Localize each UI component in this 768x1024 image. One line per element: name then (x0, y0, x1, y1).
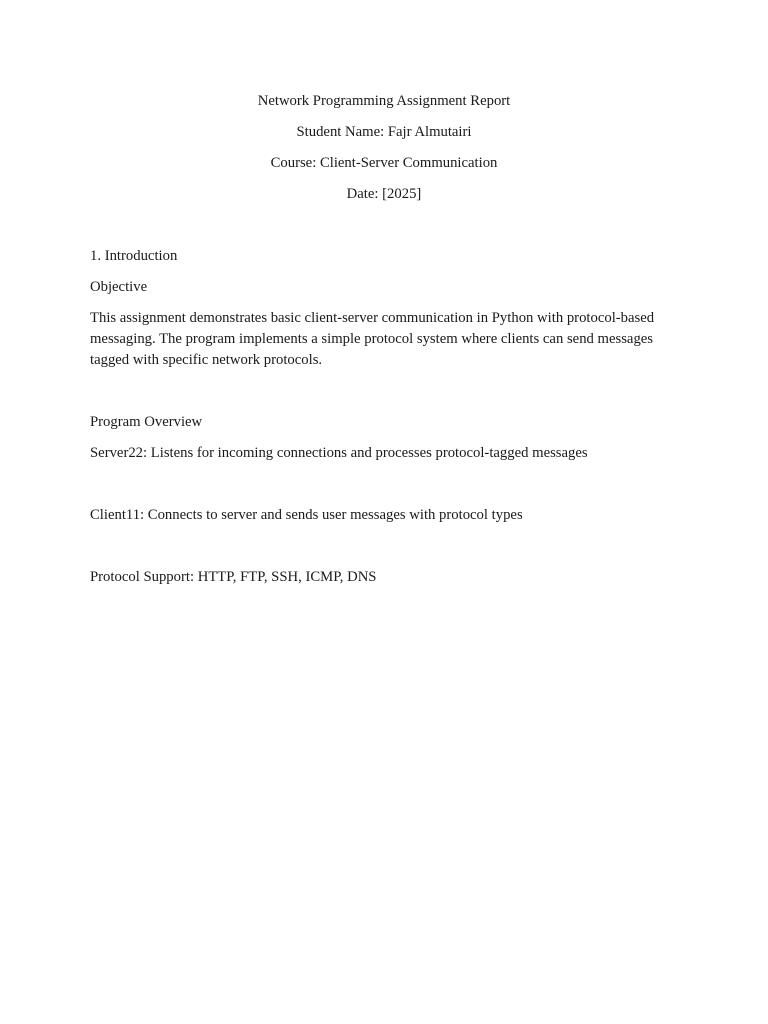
title-block (90, 91, 678, 205)
client-description: Client11: Connects to server and sends user messages with protocol types (90, 507, 523, 523)
objective-heading: Objective (90, 279, 148, 295)
student-name: Student Name: Fajr Almutairi (296, 124, 472, 140)
introduction-heading: 1. Introduction (90, 248, 178, 264)
report-title: Network Programming Assignment Report (257, 93, 511, 109)
protocol-support: Protocol Support: HTTP, FTP, SSH, ICMP, DNS (90, 569, 377, 585)
document-body (90, 91, 678, 598)
objective-paragraph: This assignment demonstrates basic client-server communication in Python with protocol-based messaging. The program implements a simple protocol system where clients can send messages tagged with specific network protocols. (90, 310, 655, 368)
server-description: Server22: Listens for incoming connections and processes protocol-tagged messages (90, 445, 588, 461)
course-name: Course: Client-Server Communication (270, 155, 498, 171)
program-overview-heading: Program Overview (90, 414, 203, 430)
report-date: Date: [2025] (346, 186, 422, 202)
